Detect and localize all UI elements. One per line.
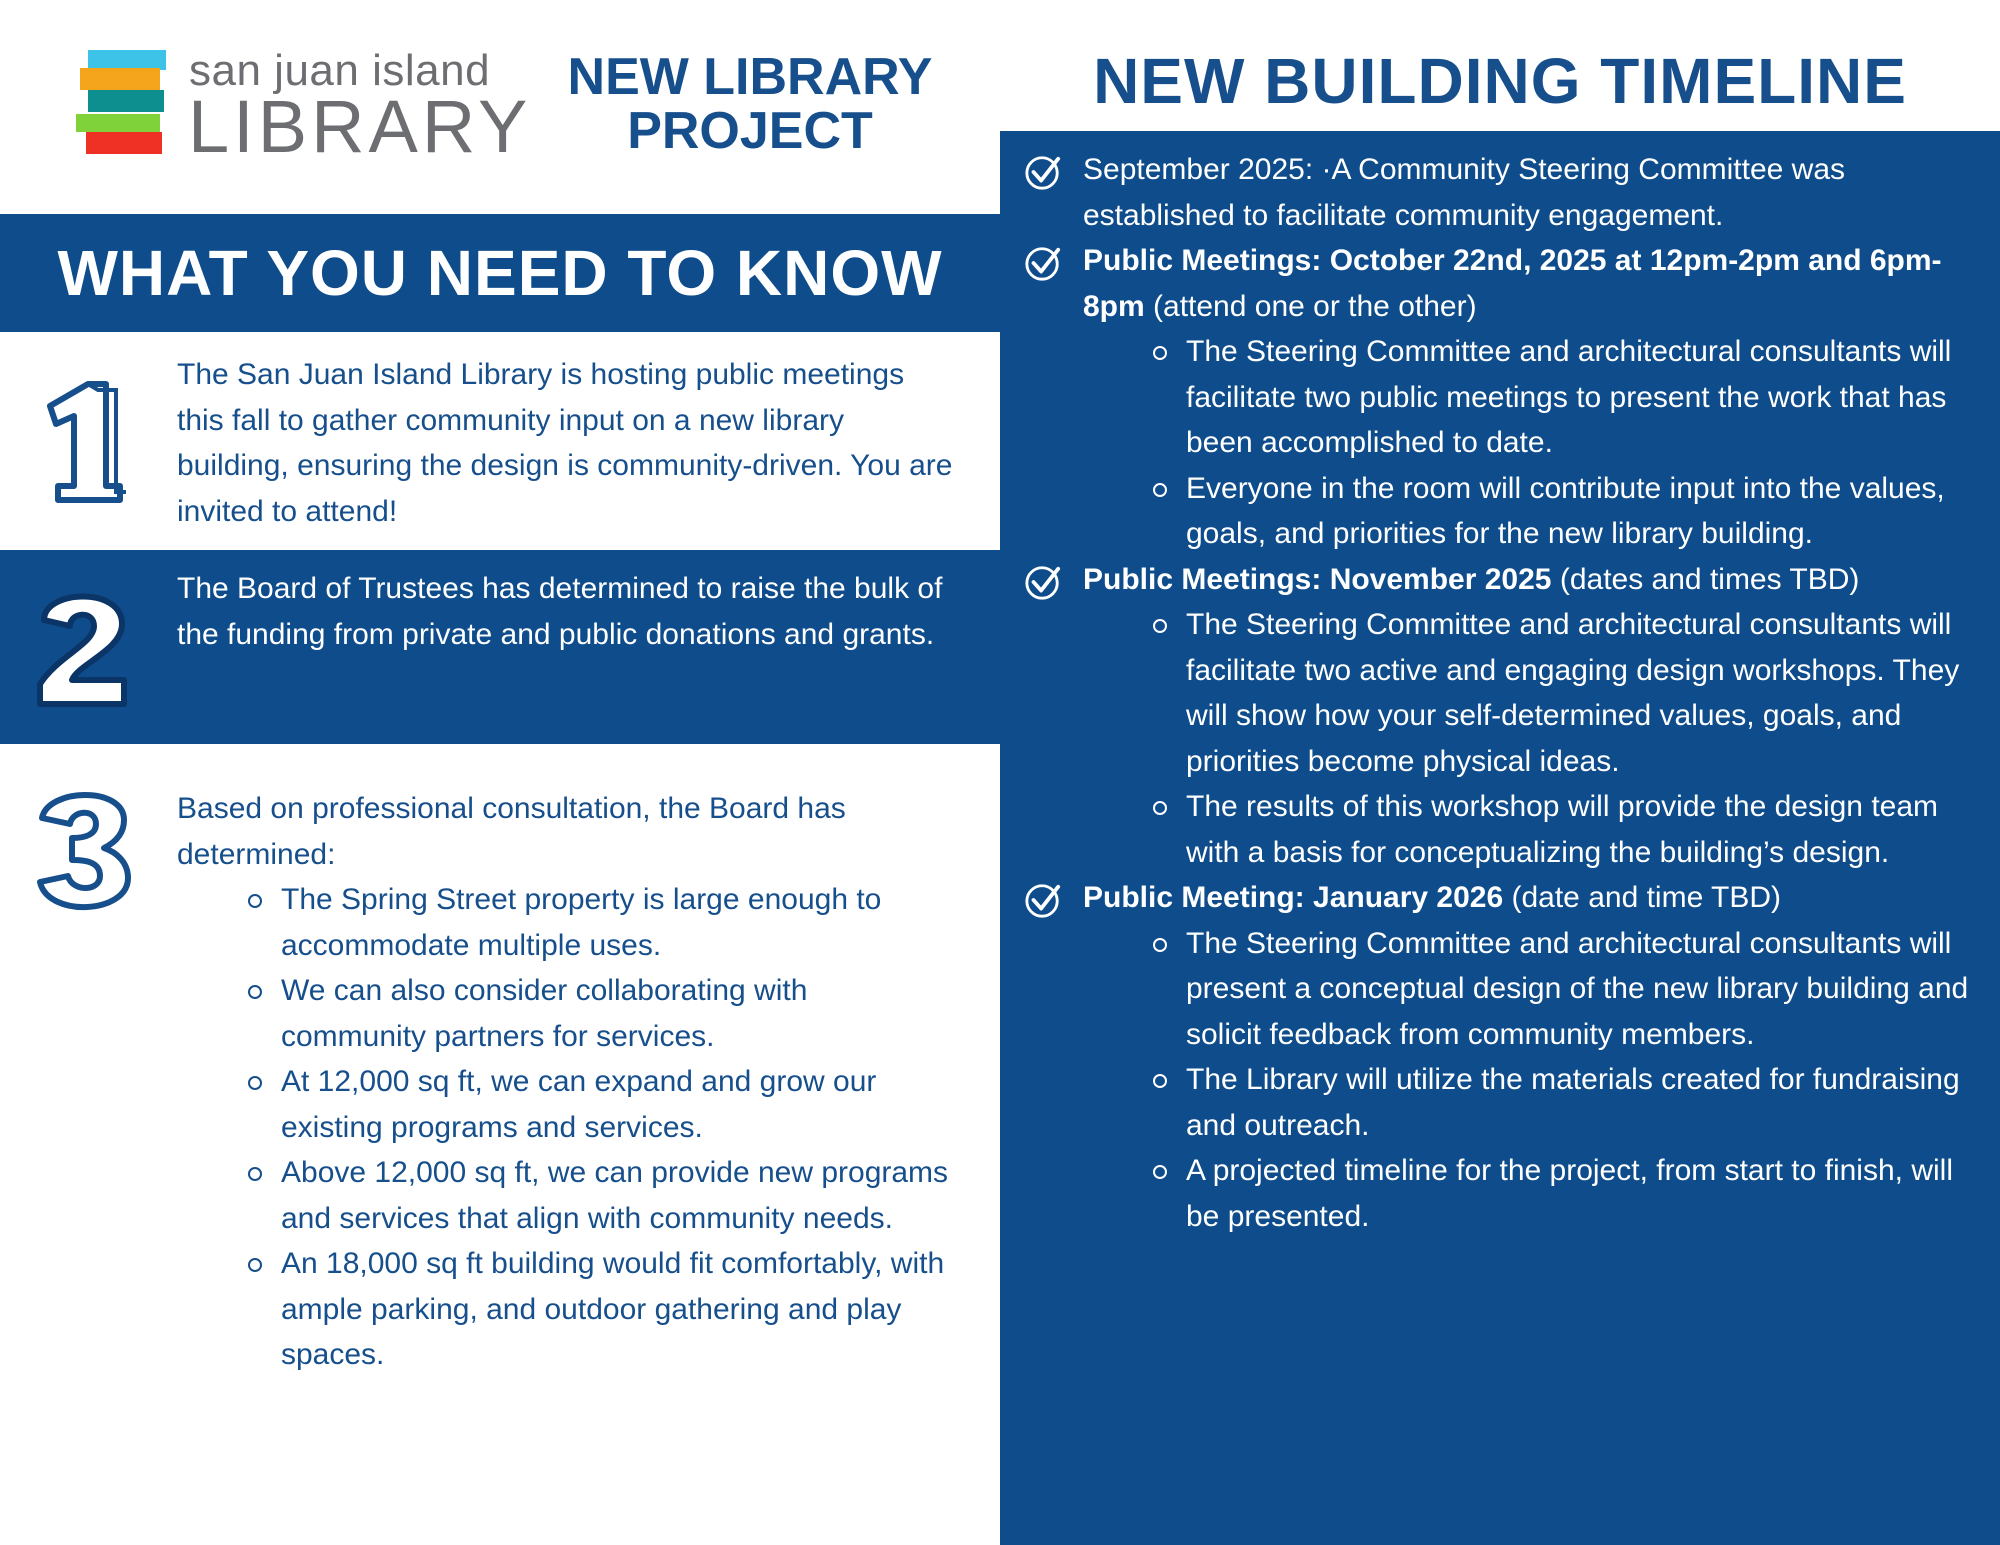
logo-book-stripe — [80, 68, 160, 90]
timeline-item-text — [1083, 557, 1970, 603]
logo-text-top: san juan island — [189, 46, 491, 95]
timeline-item — [1000, 557, 2000, 876]
list-item: We can also consider collaborating with community partners for services. — [281, 968, 957, 1059]
timeline-item-detail: (dates and times TBD) — [1551, 562, 1860, 596]
logo-book-stripe — [86, 132, 162, 154]
timeline-item-detail: (attend one or the other) — [1144, 289, 1477, 323]
point-text: Based on professional consultation, the Board has determined: — [177, 792, 846, 871]
checkmark-circle-icon — [1024, 244, 1062, 282]
timeline-item-text — [1083, 875, 1970, 921]
point-block-2 — [0, 550, 1000, 744]
timeline-item-detail: (date and time TBD) — [1503, 881, 1782, 914]
library-logo — [76, 46, 532, 168]
right-column — [1000, 0, 2000, 1545]
checkmark-circle-icon — [1024, 153, 1062, 191]
list-item: The Spring Street property is large enough to accommodate multiple uses. — [281, 877, 957, 968]
point-text: The Board of Trustees has determined to raise the bulk of the funding from private and public donations and grants. — [177, 572, 943, 651]
logo-book-stripe — [88, 90, 164, 112]
logo-book-stripe — [76, 114, 160, 132]
point-block-1 — [0, 332, 1000, 550]
list-item: The Steering Committee and architectural consultants will present a conceptual design of the new library building and solicit feedback from community members. — [1186, 921, 1970, 1058]
section-banner: WHAT YOU NEED TO KNOW — [0, 214, 1000, 332]
timeline-title: NEW BUILDING TIMELINE — [1093, 45, 1907, 117]
list-item: The Steering Committee and architectural consultants will facilitate two public meetings to present the work that has been accomplished to date. — [1186, 329, 1970, 466]
determination-list — [177, 877, 957, 1378]
timeline-panel — [1000, 131, 2000, 1545]
list-item: The results of this workshop will provide the design team with a basis for conceptualizing the building’s design. — [1186, 784, 1970, 875]
project-title — [548, 50, 952, 158]
number-three-icon — [28, 784, 138, 914]
timeline-item — [1000, 875, 2000, 1239]
timeline-item-text — [1083, 238, 1970, 329]
timeline-sub-list — [1083, 602, 1970, 875]
number-one-icon — [28, 376, 138, 506]
project-title-line: PROJECT — [627, 102, 873, 160]
timeline-item-heading: Public Meeting: January 2026 — [1083, 881, 1504, 914]
timeline-item-heading: Public Meetings: November 2025 — [1083, 562, 1552, 596]
timeline-item-heading: Public Meetings: October 22nd, 2025 at 12pm-2pm and 6pm-8pm — [1083, 244, 1942, 323]
logo-text-bottom: LIBRARY — [188, 85, 532, 168]
logo-book-stripe — [88, 50, 166, 70]
point-block-3 — [0, 744, 1000, 1545]
list-item: Everyone in the room will contribute input into the values, goals, and priorities for the new library building. — [1186, 466, 1970, 557]
project-title-line: NEW LIBRARY — [567, 48, 933, 106]
timeline-sub-list — [1083, 921, 1970, 1240]
checkmark-circle-icon — [1024, 881, 1062, 919]
timeline-item — [1000, 238, 2000, 557]
timeline-item-detail: September 2025: ·A Community Steering Committee was established to facilitate community engagement. — [1083, 153, 1845, 232]
point-text: The San Juan Island Library is hosting public meetings this fall to gather community input on a new library building, ensuring the design is community-driven. You are invited to attend! — [177, 358, 953, 528]
timeline-list — [1000, 147, 2000, 1239]
checkmark-circle-icon — [1024, 563, 1062, 601]
point-text-block — [177, 786, 957, 1378]
timeline-item-text — [1083, 147, 1970, 238]
timeline-sub-list — [1083, 329, 1970, 557]
number-two-icon — [28, 580, 138, 710]
list-item: The Steering Committee and architectural consultants will facilitate two active and engaging design workshops. They will show how your self-determined values, goals, and priorities become physical ideas. — [1186, 602, 1970, 784]
list-item: A projected timeline for the project, from start to finish, will be presented. — [1186, 1148, 1970, 1239]
list-item: The Library will utilize the materials created for fundraising and outreach. — [1186, 1057, 1970, 1148]
timeline-item — [1000, 147, 2000, 238]
list-item: An 18,000 sq ft building would fit comfortably, with ample parking, and outdoor gathering and play spaces. — [281, 1241, 957, 1378]
list-item: Above 12,000 sq ft, we can provide new programs and services that align with community needs. — [281, 1150, 957, 1241]
list-item: At 12,000 sq ft, we can expand and grow our existing programs and services. — [281, 1059, 957, 1150]
